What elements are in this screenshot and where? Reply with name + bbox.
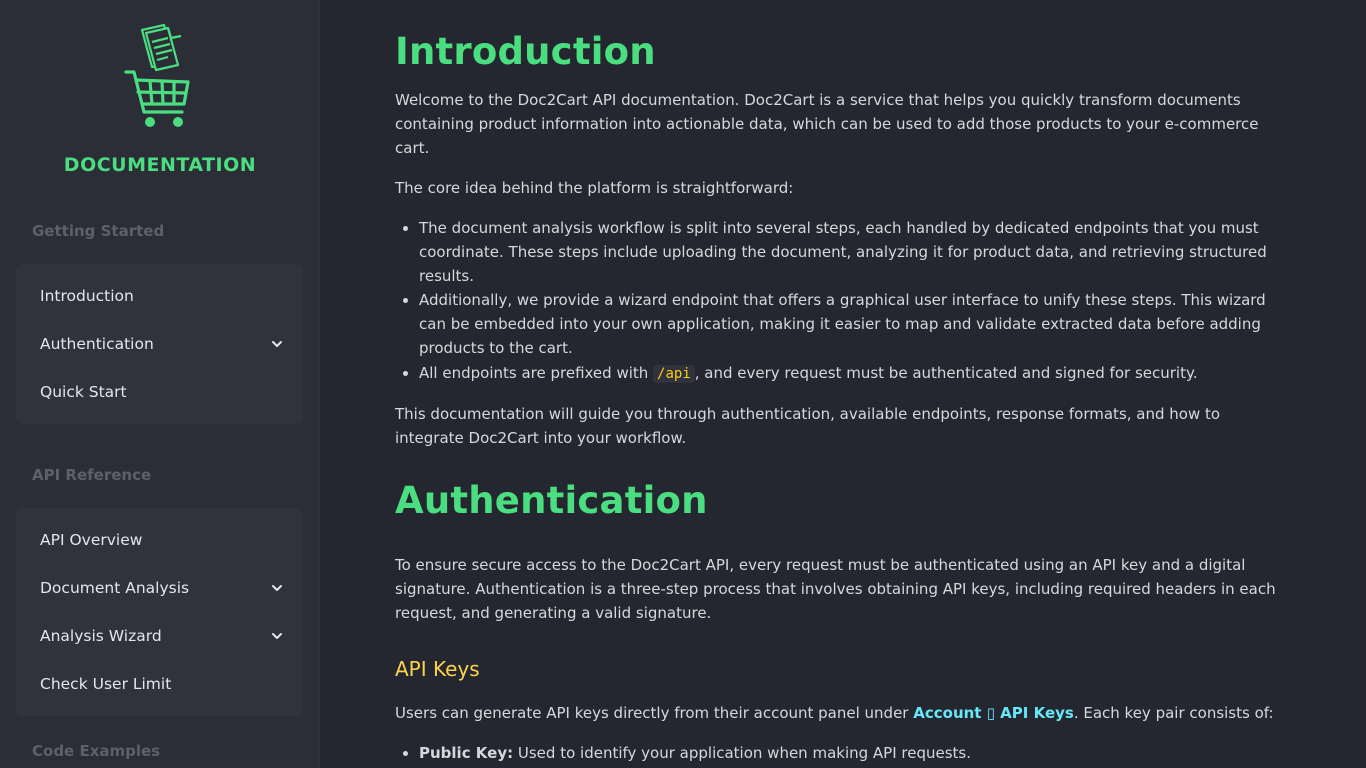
list-item <box>419 741 1285 765</box>
api-prefix-code: /api <box>653 365 695 383</box>
account-api-keys-link[interactable]: Account ▯ API Keys <box>913 704 1074 722</box>
sidebar-item-label: API Overview <box>40 531 143 549</box>
authentication-body <box>395 553 1285 625</box>
public-key-label: Public Key: <box>419 744 514 762</box>
nav-group-getting-started <box>16 264 303 424</box>
auth-paragraph-1: To ensure secure access to the Doc2Cart API, every request must be authenticated using an API key and a digital signature. Authentication is a three-step process that involves obtaining API keys, including required headers in each request, and generating a valid signature. <box>395 556 1276 622</box>
nav-group-api-reference <box>16 508 303 716</box>
chevron-down-icon[interactable] <box>271 582 283 594</box>
sidebar-item-introduction[interactable] <box>16 272 303 320</box>
intro-paragraph-2: The core idea behind the platform is straightforward: <box>395 179 794 197</box>
introduction-title: Introduction <box>395 30 656 73</box>
authentication-title: Authentication <box>395 479 708 522</box>
sidebar-item-document-analysis[interactable] <box>16 564 303 612</box>
document-cart-logo-icon <box>124 24 196 132</box>
bullet-text: , and every request must be authenticated and signed for security. <box>694 364 1198 382</box>
public-key-text: Used to identify your application when making API requests. <box>513 744 972 762</box>
api-keys-title: API Keys <box>395 657 480 681</box>
sidebar <box>0 0 320 768</box>
sidebar-item-label: Quick Start <box>40 383 127 401</box>
chevron-down-icon[interactable] <box>271 630 283 642</box>
api-keys-paragraph <box>395 701 1285 725</box>
section-label-getting-started: Getting Started <box>32 222 165 240</box>
list-item: • Additionally, we provide a wizard endpoint that offers a graphical user interface to unify these steps. This wizard can be embedded into your own application, making it easier to map and validate extracted data before adding products to the cart. <box>419 288 1285 360</box>
bullet-text: All endpoints are prefixed with <box>419 364 654 382</box>
section-label-api-reference: API Reference <box>32 466 152 484</box>
paragraph-text: . Each key pair consists of: <box>1073 704 1274 722</box>
sidebar-item-label: Document Analysis <box>40 579 190 597</box>
sidebar-item-label: Authentication <box>40 335 154 353</box>
list-item: • The document analysis workflow is split into several steps, each handled by dedicated endpoints that you must coordinate. These steps include uploading the document, analyzing it for product data, and retrieving structured results. <box>419 216 1285 288</box>
api-keys-list <box>395 741 1285 765</box>
section-label-code-examples: Code Examples <box>32 742 161 760</box>
intro-paragraph-1: Welcome to the Doc2Cart API documentation. Doc2Cart is a service that helps you quickly transform documents containing product information into actionable data, which can be used to add those products to your e-commerce cart. <box>395 91 1259 157</box>
brand-title: DOCUMENTATION <box>63 154 257 176</box>
paragraph-text: Users can generate API keys directly from their account panel under <box>395 704 914 722</box>
sidebar-item-analysis-wizard[interactable] <box>16 612 303 660</box>
list-item <box>419 361 1285 386</box>
intro-bullet-list <box>395 216 1285 386</box>
sidebar-item-label: Introduction <box>40 287 134 305</box>
chevron-down-icon[interactable] <box>271 338 283 350</box>
sidebar-item-check-user-limit[interactable] <box>16 660 303 708</box>
sidebar-item-api-overview[interactable] <box>16 516 303 564</box>
introduction-body <box>395 88 1285 450</box>
sidebar-item-label: Analysis Wizard <box>40 627 162 645</box>
sidebar-item-authentication[interactable] <box>16 320 303 368</box>
sidebar-item-label: Check User Limit <box>40 675 172 693</box>
sidebar-item-quick-start[interactable] <box>16 368 303 416</box>
logo[interactable] <box>0 24 320 176</box>
api-keys-body <box>395 701 1285 765</box>
intro-paragraph-3: This documentation will guide you through authentication, available endpoints, response formats, and how to integrate Doc2Cart into your workflow. <box>395 405 1221 447</box>
